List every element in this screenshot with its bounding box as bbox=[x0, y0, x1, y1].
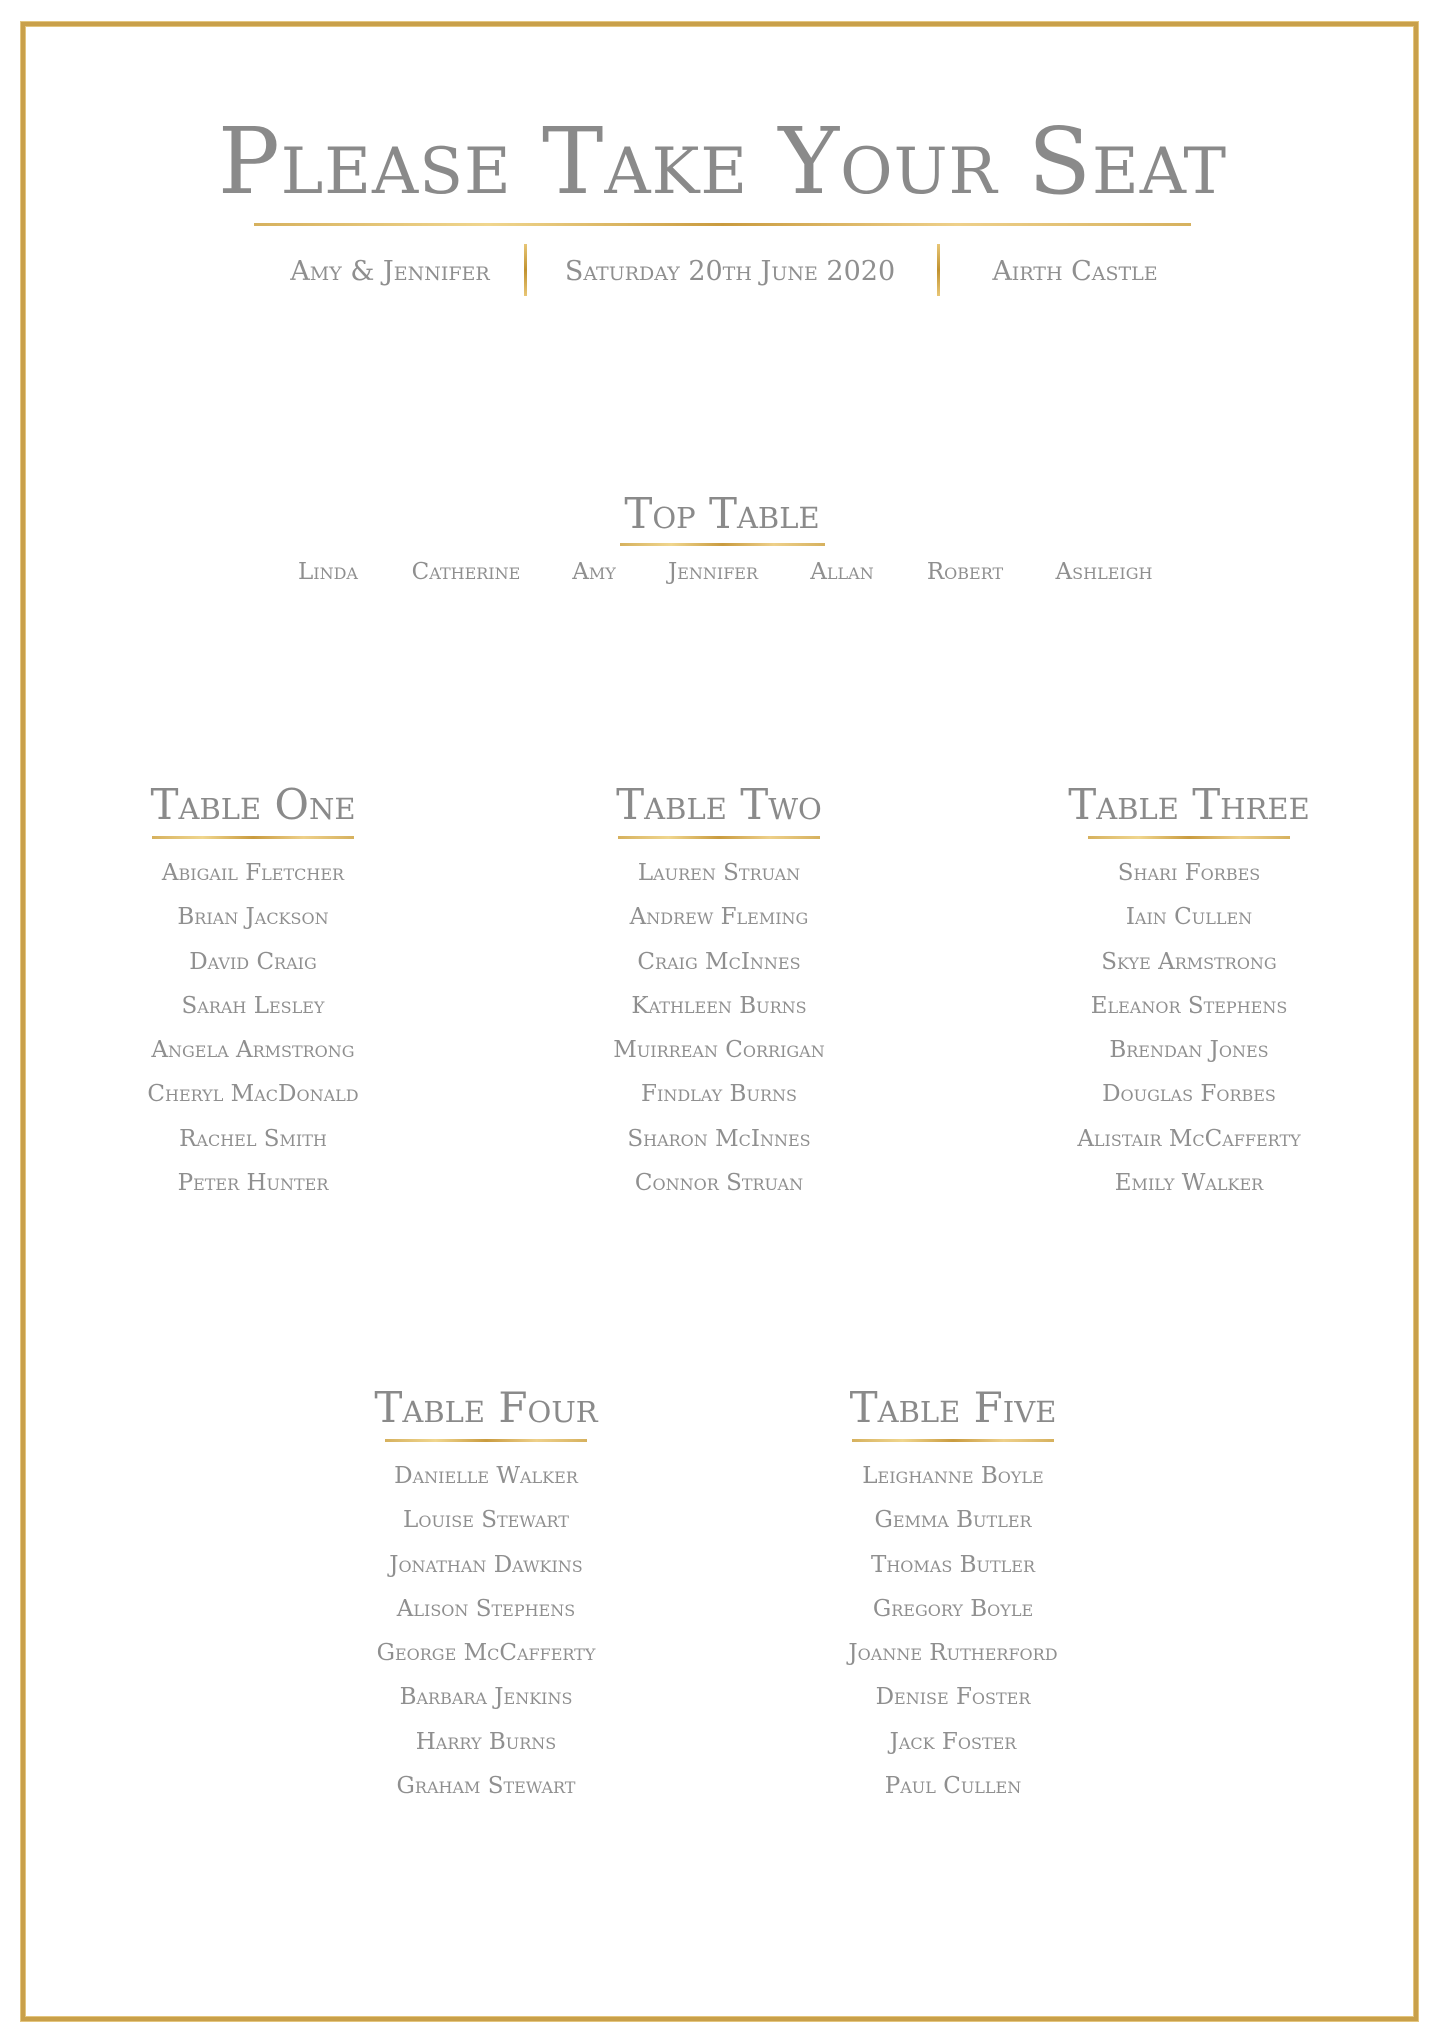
guest-name: Sarah Lesley bbox=[181, 992, 325, 1019]
table-three bbox=[1039, 780, 1339, 1205]
top-table bbox=[572, 489, 872, 546]
info-divider bbox=[937, 244, 940, 296]
table-one bbox=[103, 780, 403, 1205]
guest-name: Danielle Walker bbox=[394, 1463, 578, 1489]
table-underline bbox=[385, 1439, 587, 1442]
guest-name: Emily Walker bbox=[1114, 1170, 1264, 1197]
guest-list bbox=[103, 851, 403, 1205]
guest-name: Ashleigh bbox=[1055, 559, 1153, 585]
table-underline bbox=[152, 836, 354, 839]
guest-name: Craig McInnes bbox=[637, 948, 801, 975]
title-underline bbox=[254, 223, 1191, 226]
guest-name: Connor Struan bbox=[634, 1170, 804, 1197]
guest-name: George McCafferty bbox=[376, 1640, 596, 1667]
table-name: Table One bbox=[150, 780, 356, 829]
table-underline bbox=[620, 543, 825, 546]
guest-name: Catherine bbox=[411, 559, 521, 585]
guest-list bbox=[569, 851, 869, 1205]
guest-name: Findlay Burns bbox=[641, 1081, 797, 1108]
guest-name: Angela Armstrong bbox=[151, 1037, 355, 1064]
page-title: Please Take Your Seat bbox=[217, 108, 1228, 215]
event-date: Saturday 20th June 2020 bbox=[564, 256, 896, 287]
table-two bbox=[569, 780, 869, 1205]
guest-name: Abigail Fletcher bbox=[161, 860, 345, 886]
guest-name: Muirrean Corrigan bbox=[613, 1037, 825, 1064]
guest-name: Brian Jackson bbox=[177, 904, 329, 931]
info-divider bbox=[524, 244, 527, 296]
guest-name: Peter Hunter bbox=[177, 1170, 329, 1197]
table-name: Table Three bbox=[1068, 780, 1310, 829]
table-four bbox=[336, 1383, 636, 1808]
guest-name: Sharon McInnes bbox=[627, 1125, 811, 1152]
event-venue: Airth Castle bbox=[992, 256, 1158, 287]
guest-name: Leighanne Boyle bbox=[862, 1463, 1044, 1489]
guest-name: Iain Cullen bbox=[1125, 904, 1253, 931]
guest-name: Jonathan Dawkins bbox=[389, 1551, 583, 1578]
guest-list bbox=[336, 1454, 636, 1808]
top-table-guests bbox=[0, 552, 1445, 592]
guest-name: Barbara Jenkins bbox=[399, 1684, 573, 1711]
table-underline bbox=[1088, 836, 1290, 839]
guest-name: Linda bbox=[298, 559, 358, 585]
guest-name: Harry Burns bbox=[415, 1728, 557, 1755]
guest-name: Andrew Fleming bbox=[629, 904, 809, 931]
guest-name: Douglas Forbes bbox=[1102, 1081, 1276, 1108]
guest-name: Louise Stewart bbox=[403, 1507, 569, 1534]
table-name: Top Table bbox=[624, 489, 820, 538]
couple-names: Amy & Jennifer bbox=[290, 256, 490, 287]
guest-name: Brendan Jones bbox=[1109, 1037, 1269, 1064]
guest-name: Rachel Smith bbox=[179, 1125, 327, 1152]
guest-name: Alistair McCafferty bbox=[1077, 1125, 1301, 1152]
guest-name: Allan bbox=[810, 559, 874, 585]
table-underline bbox=[852, 1439, 1054, 1442]
guest-name: Cheryl MacDonald bbox=[147, 1081, 359, 1108]
guest-name: Joanne Rutherford bbox=[848, 1640, 1058, 1667]
table-five bbox=[803, 1383, 1103, 1808]
table-name: Table Four bbox=[374, 1383, 598, 1432]
guest-name: Robert bbox=[926, 559, 1004, 585]
guest-name: Kathleen Burns bbox=[631, 992, 807, 1019]
guest-name: Paul Cullen bbox=[884, 1773, 1022, 1800]
guest-name: Skye Armstrong bbox=[1101, 948, 1277, 975]
guest-list bbox=[1039, 851, 1339, 1205]
guest-name: Alison Stephens bbox=[396, 1595, 576, 1622]
guest-list bbox=[803, 1454, 1103, 1808]
guest-name: Amy bbox=[572, 559, 616, 585]
guest-name: Graham Stewart bbox=[396, 1773, 576, 1800]
guest-name: David Craig bbox=[189, 948, 317, 975]
table-underline bbox=[618, 836, 820, 839]
table-name: Table Two bbox=[616, 780, 822, 829]
table-name: Table Five bbox=[849, 1383, 1057, 1432]
guest-name: Shari Forbes bbox=[1117, 860, 1261, 886]
guest-name: Jack Foster bbox=[889, 1728, 1017, 1755]
guest-name: Denise Foster bbox=[875, 1684, 1031, 1711]
guest-name: Lauren Struan bbox=[637, 860, 801, 886]
guest-name: Eleanor Stephens bbox=[1090, 992, 1288, 1019]
guest-name: Thomas Butler bbox=[870, 1551, 1036, 1578]
guest-name: Gregory Boyle bbox=[872, 1595, 1034, 1622]
guest-name: Gemma Butler bbox=[874, 1507, 1032, 1534]
guest-name: Jennifer bbox=[667, 559, 759, 585]
